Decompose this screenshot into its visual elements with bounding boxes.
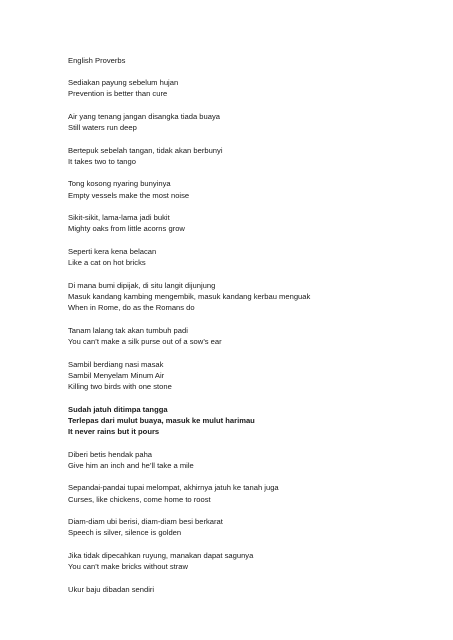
proverb-group — [68, 482, 413, 504]
proverb-group — [68, 111, 413, 133]
proverb-line: Mighty oaks from little acorns grow — [68, 224, 185, 234]
proverb-group — [68, 550, 413, 572]
proverb-line: Sambil Menyelam Minum Air — [68, 370, 165, 380]
proverb-line: Bertepuk sebelah tangan, tidak akan berbunyi — [68, 145, 223, 155]
proverb-line: Like a cat on hot bricks — [68, 258, 146, 268]
proverb-line: Killing two birds with one stone — [68, 381, 172, 391]
proverb-line: Terlepas dari mulut buaya, masuk ke mulut harimau — [68, 415, 255, 425]
proverb-line: Sikit-sikit, lama-lama jadi bukit — [68, 213, 170, 223]
proverb-group — [68, 280, 413, 314]
proverb-group — [68, 404, 413, 438]
proverb-line: Sediakan payung sebelum hujan — [68, 78, 179, 87]
proverb-line: Tanam lalang tak akan tumbuh padi — [68, 325, 188, 335]
proverb-line: Masuk kandang kambing mengembik, masuk kandang kerbau menguak — [68, 291, 311, 301]
proverb-line: Speech is silver, silence is golden — [68, 528, 182, 538]
proverb-line: Ukur baju dibadan sendiri — [68, 584, 155, 594]
proverb-group — [68, 449, 413, 471]
proverb-group — [68, 516, 413, 538]
proverb-group — [68, 246, 413, 268]
proverb-group — [68, 145, 413, 167]
proverb-line: It takes two to tango — [68, 156, 136, 166]
proverb-line: Di mana bumi dipijak, di situ langit dijunjung — [68, 280, 216, 290]
proverb-group — [68, 178, 413, 200]
proverb-list — [68, 77, 413, 595]
proverb-line: Sudah jatuh ditimpa tangga — [68, 404, 168, 414]
proverb-line: You can’t make a silk purse out of a sow’s ear — [68, 336, 222, 346]
proverb-group — [68, 359, 413, 393]
proverb-group — [68, 325, 413, 347]
proverb-line: Seperti kera kena belacan — [68, 246, 157, 256]
proverb-line: Diberi betis hendak paha — [68, 449, 153, 459]
proverb-line: Diam-diam ubi berisi, diam-diam besi berkarat — [68, 517, 223, 527]
proverb-group — [68, 584, 413, 595]
proverb-line: Give him an inch and he’ll take a mile — [68, 460, 194, 470]
document-title: English Proverbs — [68, 56, 126, 65]
proverb-line: Sambil berdiang nasi masak — [68, 359, 164, 369]
proverb-line: It never rains but it pours — [68, 426, 160, 436]
proverb-line: Tong kosong nyaring bunyinya — [68, 179, 171, 189]
proverb-line: Air yang tenang jangan disangka tiada buaya — [68, 111, 220, 121]
proverb-line: When in Rome, do as the Romans do — [68, 303, 195, 313]
proverb-line: You can’t make bricks without straw — [68, 562, 189, 572]
proverb-line: Jika tidak dipecahkan ruyung, manakan dapat sagunya — [68, 550, 254, 560]
proverb-line: Sepandai-pandai tupai melompat, akhirnya jatuh ke tanah juga — [68, 483, 279, 493]
proverb-group — [68, 77, 413, 99]
proverb-group — [68, 212, 413, 234]
proverb-line: Prevention is better than cure — [68, 89, 168, 99]
proverb-line: Still waters run deep — [68, 123, 137, 132]
proverb-line: Empty vessels make the most noise — [68, 190, 190, 200]
proverb-line: Curses, like chickens, come home to roost — [68, 494, 211, 504]
